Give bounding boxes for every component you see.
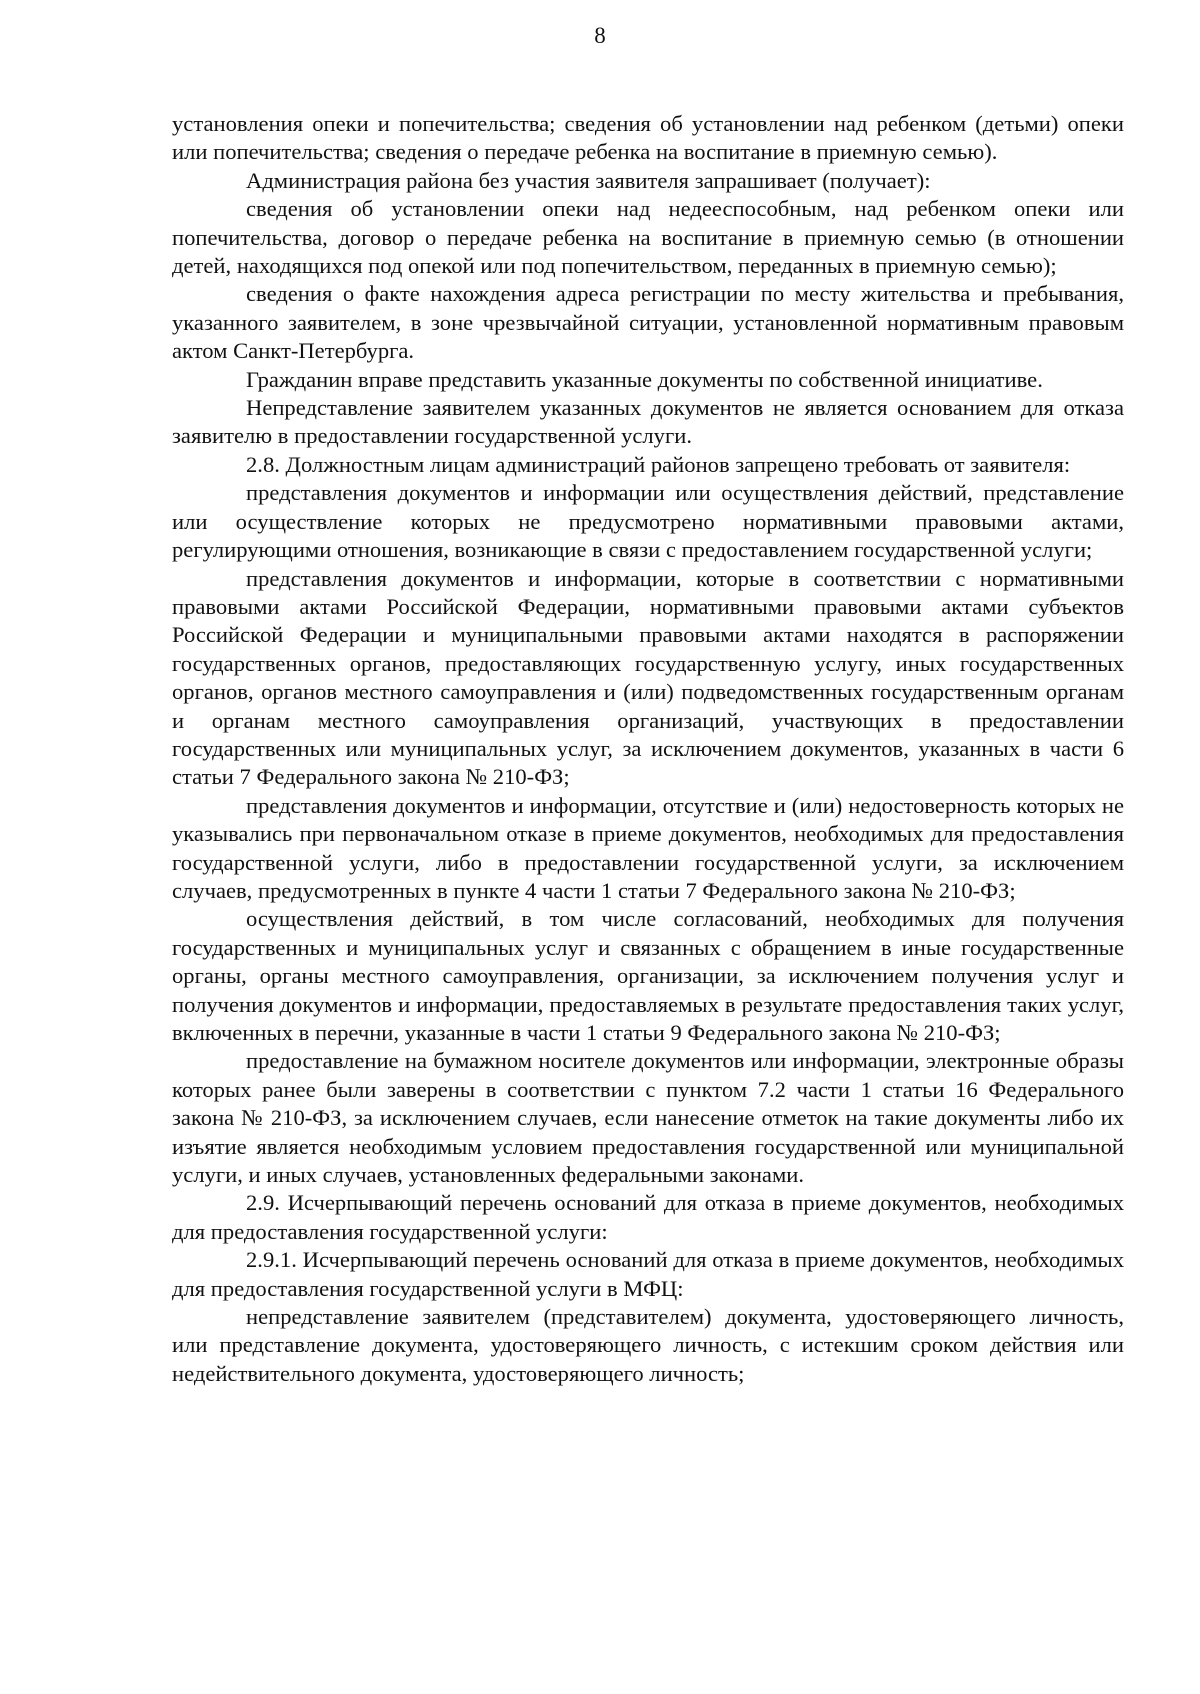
paragraph: представления документов и информации или осуществления действий, представление или осуществление которых не предусмотрено нормативными правовыми актами, регулирующими отношения, возникающие в связи с предоставлением государственной услуги;	[172, 480, 1124, 563]
page-number: 8	[594, 23, 606, 48]
paragraph: сведения о факте нахождения адреса регистрации по месту жительства и пребывания, указанного заявителем, в зоне чрезвычайной ситуации, установленной нормативным правовым актом Санкт-Петербурга.	[172, 281, 1124, 364]
paragraph: сведения об установлении опеки над недееспособным, над ребенком опеки или попечительства, договор о передаче ребенка на воспитание в приемную семью (в отношении детей, находящихся под опекой или под попечительством, переданных в приемную семью);	[172, 196, 1124, 279]
paragraph: представления документов и информации, которые в соответствии с нормативными правовыми актами Российской Федерации, нормативными правовыми актами субъектов Российской Федерации и муниципальными правовыми актами находятся в распоряжении государственных органов, предоставляющих государственную услугу, иных государственных органов, органов местного самоуправления и (или) подведомственных государственным органам и органам местного самоуправления организаций, участвующих в предоставлении государственных или муниципальных услуг, за исключением документов, указанных в части 6 статьи 7 Федерального закона № 210-ФЗ;	[172, 565, 1124, 790]
paragraph: предоставление на бумажном носителе документов или информации, электронные образы которых ранее были заверены в соответствии с пунктом 7.2 части 1 статьи 16 Федерального закона № 210-ФЗ, за исключением случаев, если нанесение отметок на такие документы либо их изъятие является необходимым условием предоставления государственной или муниципальной услуги, и иных случаев, установленных федеральными законами.	[172, 1048, 1124, 1188]
document-body	[172, 110, 1124, 1388]
paragraph: установления опеки и попечительства; сведения об установлении над ребенком (детьми) опеки или попечительства; сведения о передаче ребенка на воспитание в приемную семью).	[172, 111, 1124, 165]
paragraph: представления документов и информации, отсутствие и (или) недостоверность которых не указывались при первоначальном отказе в приеме документов, необходимых для предоставления государственной услуги, либо в предоставлении государственной услуги, за исключением случаев, предусмотренных в пункте 4 части 1 статьи 7 Федерального закона № 210-ФЗ;	[172, 792, 1124, 903]
paragraph: непредставление заявителем (представителем) документа, удостоверяющего личность, или представление документа, удостоверяющего личность, с истекшим сроком действия или недействительного документа, удостоверяющего личность;	[172, 1304, 1124, 1386]
paragraph: Непредставление заявителем указанных документов не является основанием для отказа заявителю в предоставлении государственной услуги.	[172, 395, 1124, 449]
paragraph: 2.9.1. Исчерпывающий перечень оснований для отказа в приеме документов, необходимых для предоставления государственной услуги в МФЦ:	[172, 1247, 1124, 1301]
paragraph: 2.8. Должностным лицам администраций районов запрещено требовать от заявителя:	[246, 451, 1071, 477]
paragraph: осуществления действий, в том числе согласований, необходимых для получения государственных и муниципальных услуг и связанных с обращением в иные государственные органы, органы местного самоуправления, организации, за исключением получения услуг и получения документов и информации, предоставляемых в результате предоставления таких услуг, включенных в перечни, указанные в части 1 статьи 9 Федерального закона № 210-ФЗ;	[172, 906, 1124, 1045]
paragraph: Администрация района без участия заявителя запрашивает (получает):	[246, 167, 931, 193]
paragraph: 2.9. Исчерпывающий перечень оснований для отказа в приеме документов, необходимых для предоставления государственной услуги:	[172, 1190, 1124, 1244]
paragraph: Гражданин вправе представить указанные документы по собственной инициативе.	[246, 366, 1043, 392]
